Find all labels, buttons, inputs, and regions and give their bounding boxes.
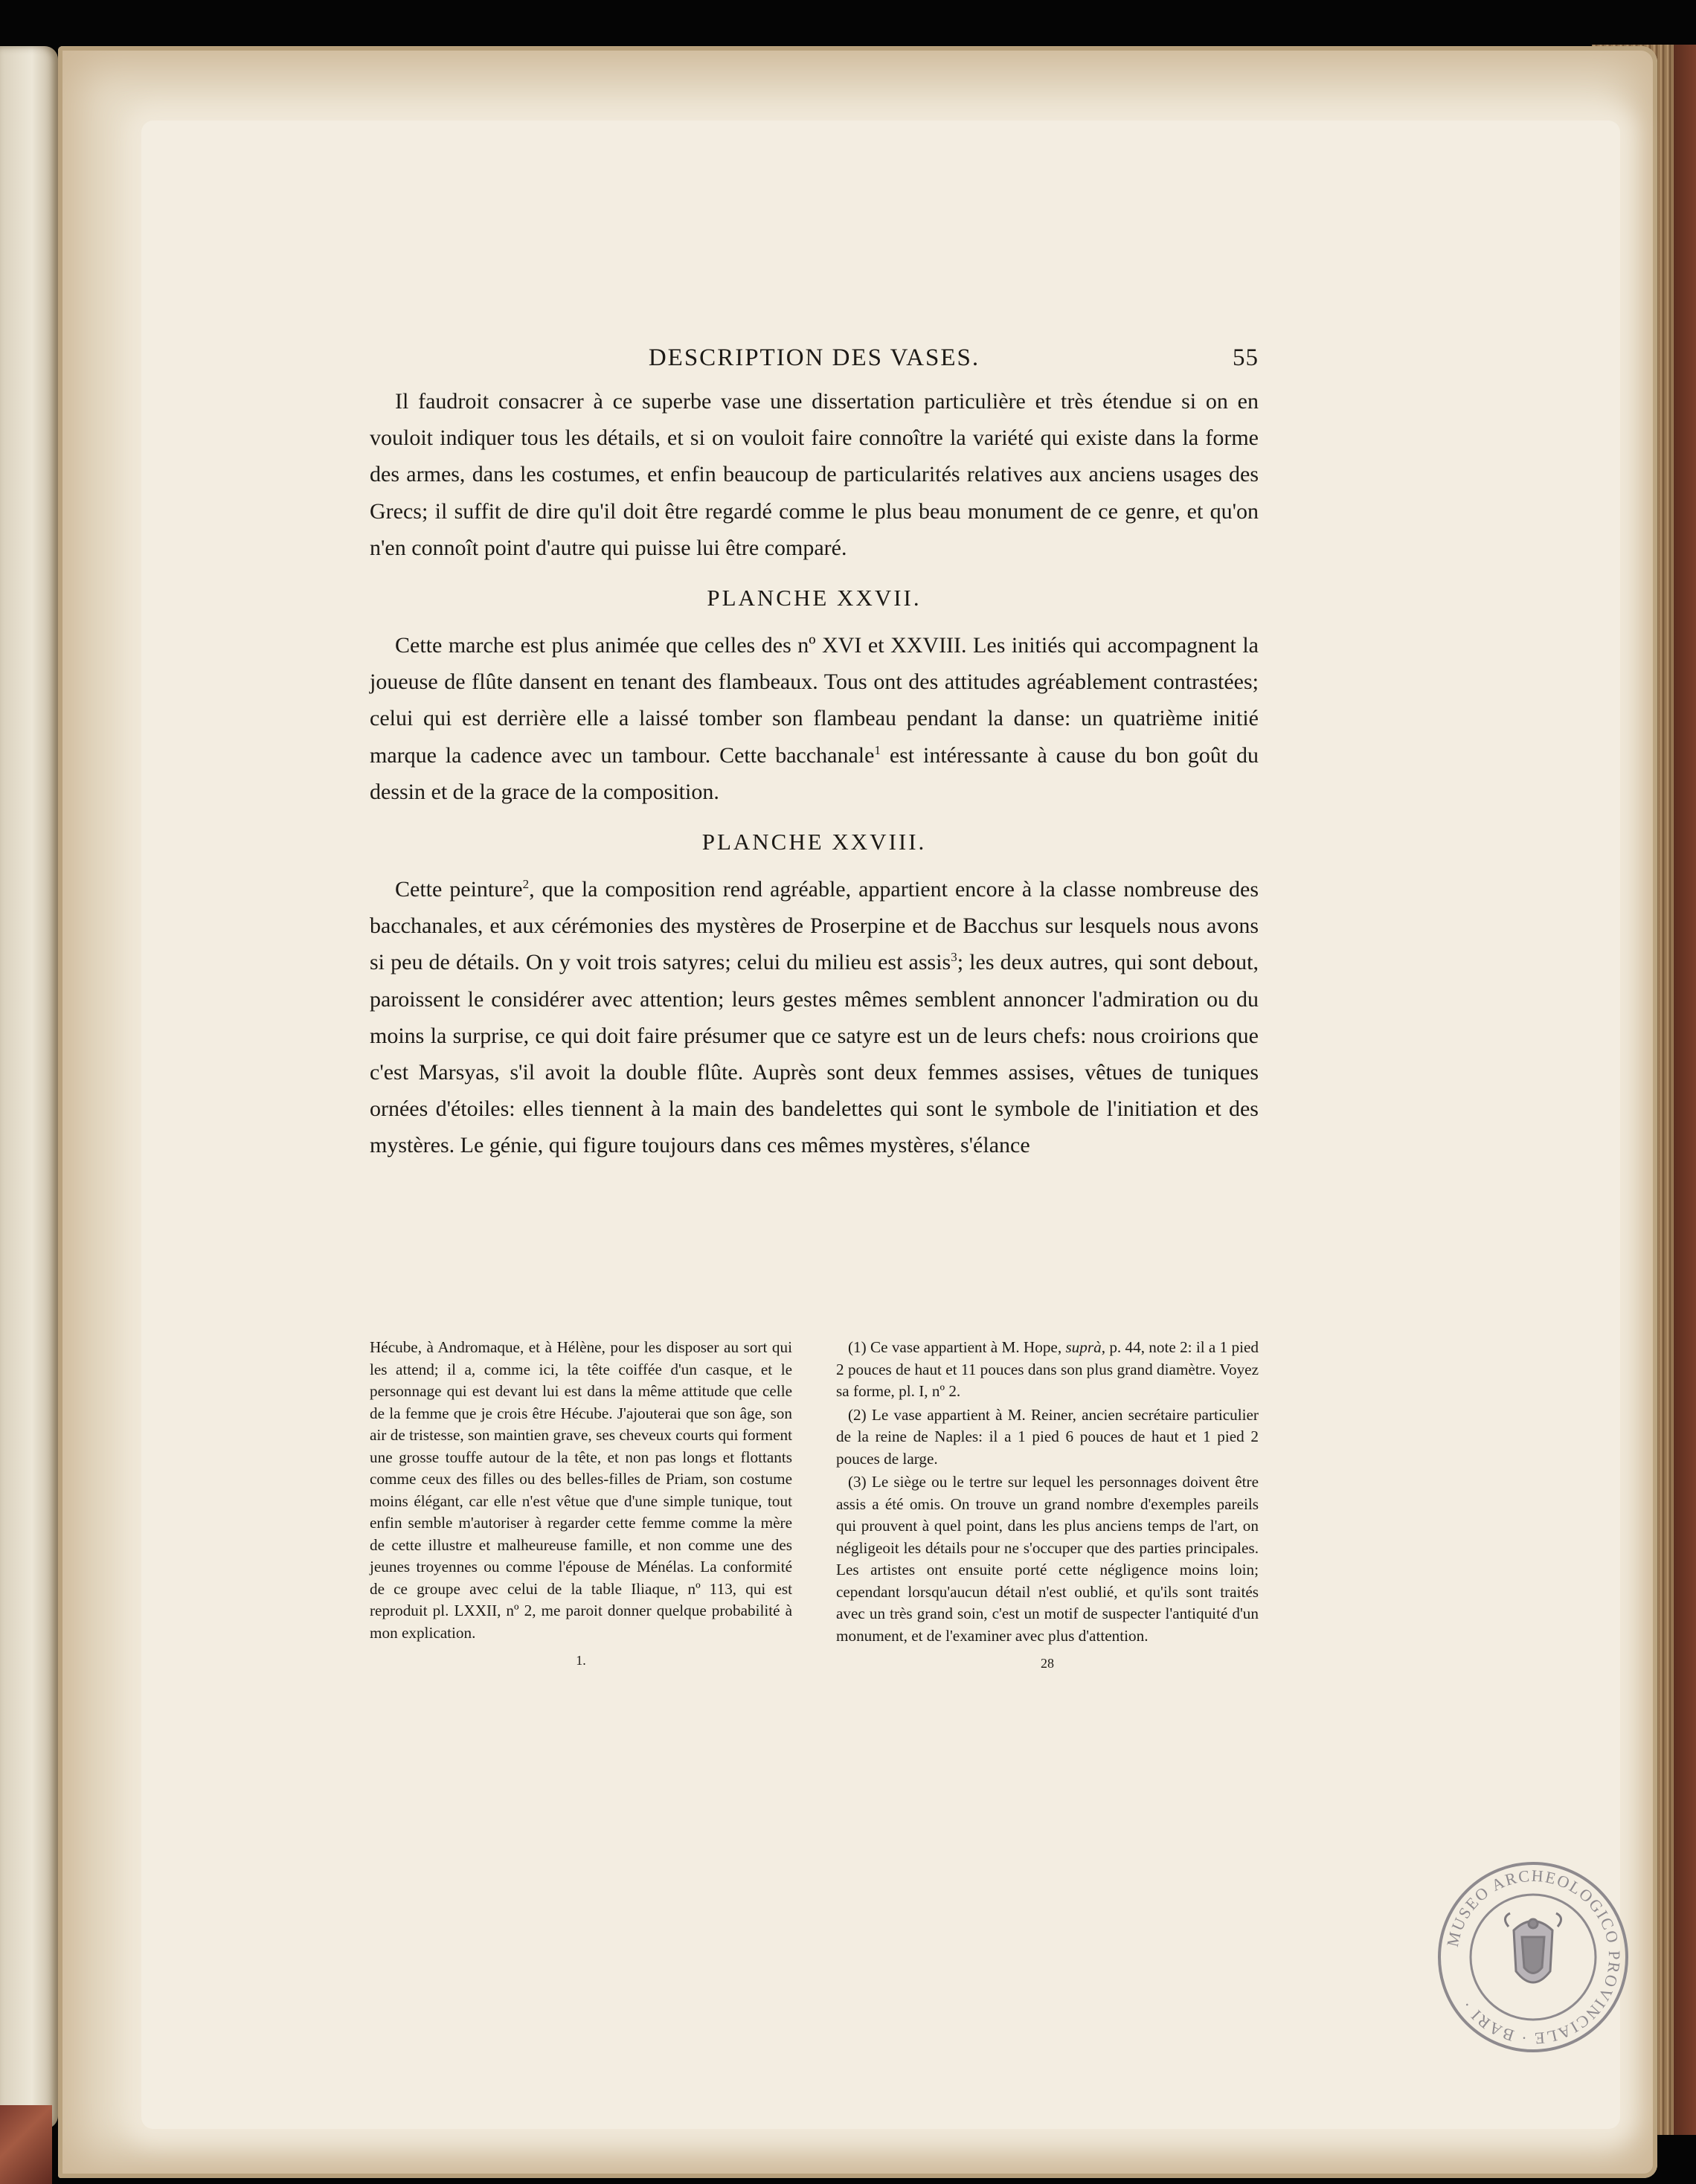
running-title: DESCRIPTION DES VASES. xyxy=(648,344,980,371)
plate-27-text-a: Cette marche est plus animée que celles des nº XVI et XXVIII. Les initiés qui accompagnent la joueuse de flûte dansent en tenant des flambeaux. Tous ont des attitudes agréablement contrastées; celui qui est derrière elle a laissé tomber son flambeau pendant la danse: un quatrième initié marque la cadence avec un tambour. Cette bacchanale xyxy=(370,633,1259,768)
footnote-3: (3) Le siège ou le tertre sur lequel les personnages doivent être assis a été omis. On trouve un grand nombre d'exemples pareils qui prouvent à quel point, dans les plus anciens temps de l'art, on négligeoit les détails pour ne s'occuper que des parties principales. Les artistes ont ensuite porté cette négligence moins loin; cependant lorsqu'aucun détail n'est oublié, et qu'ils sont traités avec un très grand soin, c'est un motif de suspecter l'antiquité d'un monument, et de l'examiner avec plus d'attention. xyxy=(836,1473,1259,1645)
signature-mark-left: 1. xyxy=(576,1653,586,1668)
footnote-1-text-a: (1) Ce vase appartient à M. Hope, xyxy=(848,1338,1066,1356)
signature-mark-right: 28 xyxy=(1041,1656,1054,1671)
plate-28-text-c: ; les deux autres, qui sont debout, paroissent le considérer avec attention; leurs gestes mêmes semblent annoncer l'admiration ou du moins la surprise, ce qui doit faire présumer que ce satyre est un de leurs chefs: nous croirions que c'est Marsyas, s'il avoit la double flûte. Auprès sont deux femmes assises, vêtues de tuniques ornées d'étoiles: elles tiennent à la main des bandelettes qui sont le symbole de l'initiation et des mystères. Le génie, qui figure toujours dans ces mêmes mystères, s'élance xyxy=(370,950,1259,1158)
footnote-1-emphasis: suprà xyxy=(1065,1338,1102,1356)
footnote-1 xyxy=(836,1337,1259,1403)
book-binding-edge xyxy=(1674,45,1696,2135)
marbled-cover-corner xyxy=(0,2105,52,2184)
footnote-ref-3: 3 xyxy=(951,950,957,965)
plate-27-text-b: est intéressante à cause du bon goût du dessin et de la grace de la composition. xyxy=(370,742,1259,804)
footnote-ref-2: 2 xyxy=(522,877,530,892)
plate-28-heading: PLANCHE XXVIII. xyxy=(701,829,927,855)
intro-paragraph: Il faudroit consacrer à ce superbe vase une dissertation particulière et très étendue si on en vouloit indiquer tous les détails, et si on vouloit faire connoître la variété qui existe dans la forme des armes, dans les costumes, et enfin beaucoup de particularités relatives aux anciens usages des Grecs; il suffit de dire qu'il doit être regardé comme le plus beau monument de ce genre, et qu'on n'en connoît point d'autre qui puisse lui être comparé. xyxy=(370,389,1259,560)
page-number: 55 xyxy=(1233,344,1259,371)
plate-27-paragraph xyxy=(370,627,1259,810)
footnotes xyxy=(370,1337,1259,1675)
footnote-column-left xyxy=(370,1337,792,1675)
page-content xyxy=(370,338,1259,1671)
continued-note-text: Hécube, à Andromaque, et à Hélène, pour les disposer au sort qui les attend; il a, comme ici, la tête coiffée d'un casque, et le personnage qui est devant lui est dans la même attitude que celle de la femme que je crois être Hécube. J'ajouterai que son âge, son air de tristesse, son maintien grave, ses cheveux courts qui forment une grosse touffe autour de la tête, et non pas longs et flottants comme ceux des filles ou des belles-filles de Priam, son costume moins élégant, car elle n'est vêtue que d'une simple tunique, tout enfin semble m'autoriser à regarder cette femme comme la mère de cette illustre et malheureuse famille, et non comme une des jeunes troyennes ou comme l'épouse de Ménélas. La conformité de ce groupe avec celui de la table Iliaque, nº 113, qui est reproduit pl. LXXII, nº 2, me paroit donner quelque probabilité à mon explication. xyxy=(370,1338,792,1642)
stamp-text-path: MUSEO ARCHEOLOGICO PROVINCIALE · BARI · xyxy=(1442,1866,1625,2049)
footnote-1-text-b: , p. 44, note 2: il a 1 pied 2 pouces de haut et 11 pouces dans son plus grand diamètre. Voyez sa forme, pl. I, nº 2. xyxy=(836,1338,1259,1400)
plate-28-text-a: Cette peinture xyxy=(395,877,523,902)
plate-27-heading: PLANCHE XXVII. xyxy=(707,585,922,611)
footnote-column-right xyxy=(836,1337,1259,1675)
running-head xyxy=(370,338,1259,383)
plate-28-paragraph xyxy=(370,871,1259,1164)
left-page-edge xyxy=(0,46,58,2129)
footnote-2: (2) Le vase appartient à M. Reiner, ancien secrétaire particulier de la reine de Naples: il a 1 pied 6 pouces de haut et 1 pied 2 pouces de large. xyxy=(836,1405,1259,1468)
plate-28-text-b: , que la composition rend agréable, appartient encore à la classe nombreuse des bacchanales, et aux cérémonies des mystères de Proserpine et de Bacchus sur lesquels nous avons si peu de détails. On y voit trois satyres; celui du milieu est assis xyxy=(370,877,1259,975)
museum-stamp xyxy=(1436,1860,1631,2055)
coat-of-arms-icon xyxy=(1505,1913,1561,1982)
footnote-ref-1: 1 xyxy=(874,742,881,757)
